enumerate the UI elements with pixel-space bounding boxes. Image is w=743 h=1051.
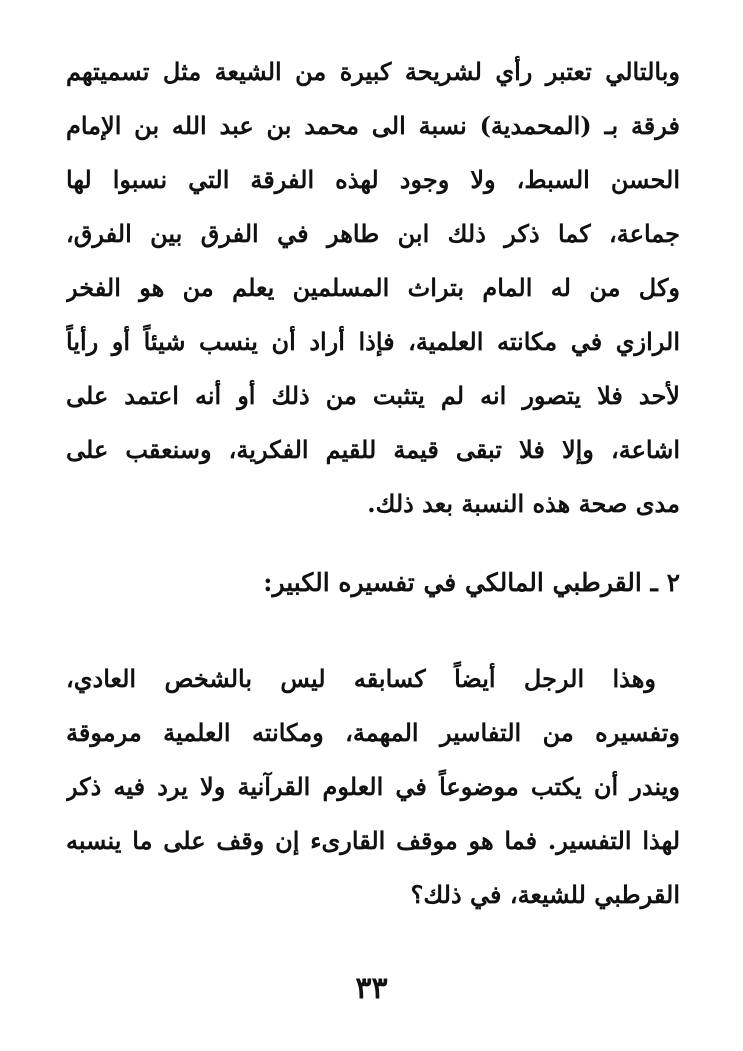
text-line: لهذا التفسير. فما هو موقف القارىء إن وقف على ما ينسبه [66, 826, 680, 855]
text-line: جماعة، كما ذكر ذلك ابن طاهر في الفرق بين الفرق، [66, 219, 680, 248]
section-heading: ٢ ـ القرطبي المالكي في تفسيره الكبير: [263, 568, 680, 597]
text-line: وهذا الرجل أيضاً كسابقه ليس بالشخص العادي، [66, 664, 656, 693]
text-line: مدى صحة هذه النسبة بعد ذلك. [367, 489, 680, 518]
text-line: الرازي في مكانته العلمية، فإذا أراد أن ينسب شيئاً أو رأياً [66, 327, 680, 356]
text-line: ويندر أن يكتب موضوعاً في العلوم القرآنية ولا يرد فيه ذكر [66, 772, 680, 801]
text-line: وتفسيره من التفاسير المهمة، ومكانته العلمية مرموقة [66, 718, 680, 747]
text-line: لأحد فلا يتصور انه لم يتثبت من ذلك أو أنه اعتمد على [66, 381, 680, 410]
text-line: وبالتالي تعتبر رأي لشريحة كبيرة من الشيعة مثل تسميتهم [66, 57, 680, 86]
text-line: الحسن السبط، ولا وجود لهذه الفرقة التي نسبوا لها [66, 165, 680, 194]
paragraph-fakhr-razi [66, 45, 680, 531]
text-line: فرقة بـ (المحمدية) نسبة الى محمد بن عبد الله بن الإمام [66, 111, 680, 140]
paragraph-qurtubi [66, 652, 680, 922]
text-line: وكل من له المام بتراث المسلمين يعلم من هو الفخر [66, 273, 680, 302]
text-line: القرطبي للشيعة، في ذلك؟ [410, 880, 680, 909]
page-number: ٣٣ [355, 971, 388, 1006]
text-line: اشاعة، وإلا فلا تبقى قيمة للقيم الفكرية، وسنعقب على [66, 435, 680, 464]
